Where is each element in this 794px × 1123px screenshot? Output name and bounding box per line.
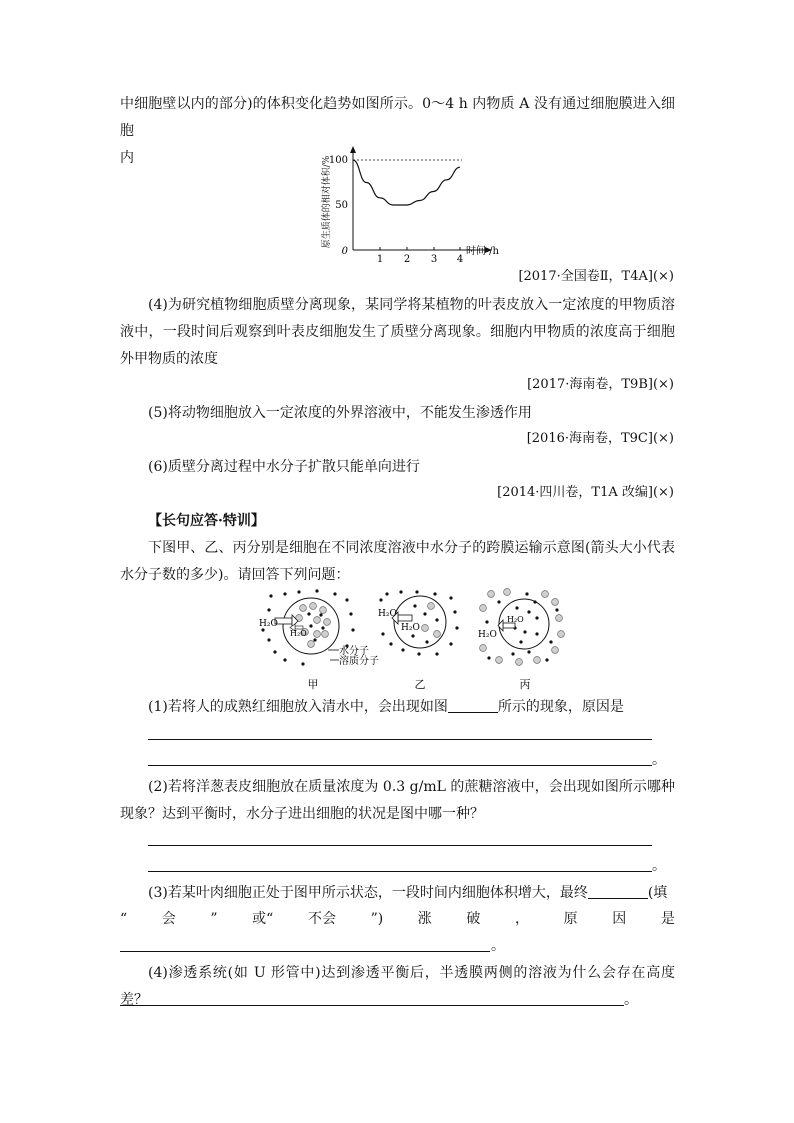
water-molecule	[425, 640, 428, 643]
q3-word: ，	[515, 911, 530, 927]
solute-molecule	[310, 603, 317, 610]
q3-blank[interactable]	[588, 883, 648, 899]
solute-molecule	[480, 605, 487, 612]
h2o-label-yi-outer: H₂O	[378, 609, 397, 619]
q3-word: 原	[563, 911, 578, 927]
y-tick-50: 50	[335, 200, 348, 211]
water-molecule	[433, 592, 436, 595]
solute-molecule	[552, 599, 559, 606]
q3-word: 或“	[252, 911, 274, 927]
q4-answer-line[interactable]	[120, 1005, 624, 1006]
section-title: 【长句应答·特训】	[148, 513, 265, 529]
graph-x-label: 时间 /h	[466, 246, 499, 257]
q1-text-a: (1)若将人的成熟红细胞放入清水中，会出现如图	[148, 699, 448, 715]
q3-word: 是	[660, 911, 675, 927]
solute-molecule	[320, 607, 327, 614]
h2o-label-bing-inner: H₂O	[507, 615, 524, 624]
water-molecule	[319, 613, 322, 616]
water-molecule	[533, 600, 536, 603]
water-molecule	[519, 640, 522, 643]
solute-molecule	[480, 645, 487, 652]
solute-molecule	[556, 615, 563, 622]
q3-word: “	[120, 911, 128, 927]
h2o-label-jia-outer: H₂O	[259, 619, 278, 629]
h2o-label-jia-inner: H₂O	[290, 629, 307, 638]
water-molecule	[269, 594, 272, 597]
q4-period: 。	[624, 992, 638, 1008]
water-molecule	[535, 616, 538, 619]
water-molecule	[379, 598, 382, 601]
question-4: (4)渗透系统(如 U 形管中)达到渗透平衡后，半透膜两侧的溶液为什么会存在高度差？	[120, 965, 675, 1008]
water-molecule	[449, 642, 452, 645]
label-bing: 丙	[519, 678, 531, 691]
solute-molecule	[542, 591, 549, 598]
question-3-line-1	[120, 880, 675, 907]
water-molecule	[401, 648, 404, 651]
q3-text-b: (填	[647, 885, 668, 901]
legend-water: 水分子	[339, 646, 369, 657]
water-molecule	[283, 592, 286, 595]
water-molecule	[351, 628, 354, 631]
solute-molecule	[422, 625, 429, 632]
solute-molecule	[308, 641, 315, 648]
q1-blank[interactable]	[448, 697, 498, 713]
water-molecule	[435, 618, 438, 621]
water-molecule	[399, 590, 402, 593]
h2o-label-yi-inner: H₂O	[401, 623, 420, 633]
solute-molecule	[516, 659, 523, 666]
question-2: (2)若将洋葱表皮细胞放在质量浓度为 0.3 g/mL 的蔗糖溶液中，会出现如图所示哪种现象？达到平衡时，水分子进出细胞的状况是图中哪一种？	[120, 779, 675, 822]
water-molecule	[283, 658, 286, 661]
solute-molecule	[324, 619, 331, 626]
water-molecule	[415, 590, 418, 593]
water-molecule	[309, 624, 312, 627]
solute-molecule	[314, 617, 321, 624]
x-tick-3: 3	[430, 254, 438, 264]
q2-answer-line-2[interactable]	[148, 871, 652, 872]
arrow-yi-out	[398, 615, 412, 621]
water-molecule	[381, 632, 384, 635]
question-3-line-2	[120, 906, 675, 933]
h2o-label-bing-outer: H₂O	[478, 630, 497, 640]
water-molecule	[417, 652, 420, 655]
water-molecule	[411, 634, 414, 637]
solute-molecule	[552, 647, 559, 654]
volume-graph	[310, 142, 500, 264]
water-molecule	[523, 630, 526, 633]
water-molecule	[487, 656, 490, 659]
solute-molecule	[488, 591, 495, 598]
q2-answer-line-1[interactable]	[148, 845, 652, 846]
intro-line-1: 中细胞壁以内的部分)的体积变化趋势如图所示。0～4 h 内物质 A 没有通过细胞膜进入细胞	[120, 96, 675, 139]
x-tick-1: 1	[376, 254, 384, 264]
water-molecule	[349, 612, 352, 615]
q3-word: 破	[466, 911, 481, 927]
water-molecule	[511, 652, 514, 655]
item6-text: (6)质壁分离过程中水分子扩散只能单向进行	[148, 459, 420, 475]
water-molecule	[515, 606, 518, 609]
water-molecule	[389, 642, 392, 645]
graph-y-label: 原生质体的相对体积/%	[322, 155, 332, 249]
water-molecule	[333, 592, 336, 595]
q3-word: 会	[161, 911, 176, 927]
label-jia: 甲	[307, 678, 319, 691]
water-molecule	[527, 650, 530, 653]
label-yi: 乙	[414, 678, 426, 691]
y-tick-100: 100	[328, 155, 348, 166]
q3-text-a: (3)若某叶肉细胞正处于图甲所示状态，一段时间内细胞体积增大，最终	[148, 885, 588, 901]
solute-molecule	[322, 631, 329, 638]
item5-source: [2016·海南卷，T9C](×)	[526, 431, 674, 446]
water-molecule	[267, 608, 270, 611]
section-intro: 下图甲、乙、丙分别是细胞在不同浓度溶液中水分子的跨膜运输示意图(箭头大小代表水分子数的多少)。请回答下列问题：	[120, 540, 675, 583]
solute-molecule	[534, 657, 541, 664]
water-molecule	[449, 596, 452, 599]
q1-period: 。	[652, 752, 666, 768]
q3-answer-line[interactable]	[120, 951, 490, 952]
water-molecule	[549, 640, 552, 643]
water-molecule	[385, 592, 388, 595]
water-molecule	[301, 662, 304, 665]
q3-word: 不会	[307, 911, 336, 927]
water-molecule	[313, 638, 316, 641]
water-molecule	[321, 626, 324, 629]
q1-answer-line-1[interactable]	[148, 739, 652, 740]
q3-word: 因	[612, 911, 627, 927]
x-tick-2: 2	[403, 254, 411, 264]
solute-molecule	[558, 631, 565, 638]
y-tick-0: 0	[341, 246, 348, 257]
x-tick-4: 4	[456, 254, 464, 264]
solute-molecule	[504, 589, 511, 596]
question-1	[120, 694, 675, 721]
legend-solute: 溶质分子	[339, 656, 379, 667]
solute-molecule	[314, 631, 321, 638]
q3-word: ”)	[370, 911, 384, 927]
water-molecule	[307, 612, 310, 615]
cell-yi-membrane	[394, 596, 446, 648]
q2-period: 。	[652, 858, 666, 874]
volume-curve	[353, 160, 460, 205]
water-molecule	[315, 589, 318, 592]
water-molecule	[297, 590, 300, 593]
water-molecule	[497, 600, 500, 603]
water-molecule	[453, 610, 456, 613]
water-molecule	[435, 652, 438, 655]
solute-molecule	[300, 605, 307, 612]
item3-source: [2017·全国卷Ⅱ，T4A](×)	[518, 269, 674, 284]
cells-figure	[255, 588, 565, 692]
y-axis-arrow	[350, 146, 356, 153]
water-molecule	[527, 610, 530, 613]
q3-word: ”	[210, 911, 218, 927]
water-molecule	[345, 598, 348, 601]
water-molecule	[413, 604, 416, 607]
item6-source: [2014·四川卷，T1A 改编](×)	[497, 485, 674, 500]
q3-period: 。	[491, 938, 505, 954]
item5-text: (5)将动物细胞放入一定浓度的外界溶液中，不能发生渗透作用	[148, 405, 532, 421]
item4-text: (4)为研究植物细胞质壁分离现象，某同学将某植物的叶表皮放入一定浓度的甲物质溶液中，一段时间后观察到叶表皮细胞发生了质壁分离现象。细胞内甲物质的浓度高于细胞外甲物质的浓度	[120, 297, 675, 367]
water-molecule	[423, 612, 426, 615]
water-molecule	[455, 626, 458, 629]
solute-molecule	[496, 657, 503, 664]
q3-word: 涨	[417, 911, 432, 927]
water-molecule	[535, 632, 538, 635]
item4-source: [2017·海南卷，T9B](×)	[527, 377, 674, 392]
q1-text-b: 所示的现象，原因是	[497, 699, 624, 715]
intro-line-2: 内	[120, 150, 134, 166]
water-molecule	[485, 620, 488, 623]
solute-molecule	[434, 631, 441, 638]
water-molecule	[545, 658, 548, 661]
water-molecule	[273, 650, 276, 653]
water-molecule	[525, 592, 528, 595]
water-molecule	[555, 608, 558, 611]
solute-molecule	[428, 603, 435, 610]
water-molecule	[267, 638, 270, 641]
q1-answer-line-2[interactable]	[148, 765, 652, 766]
